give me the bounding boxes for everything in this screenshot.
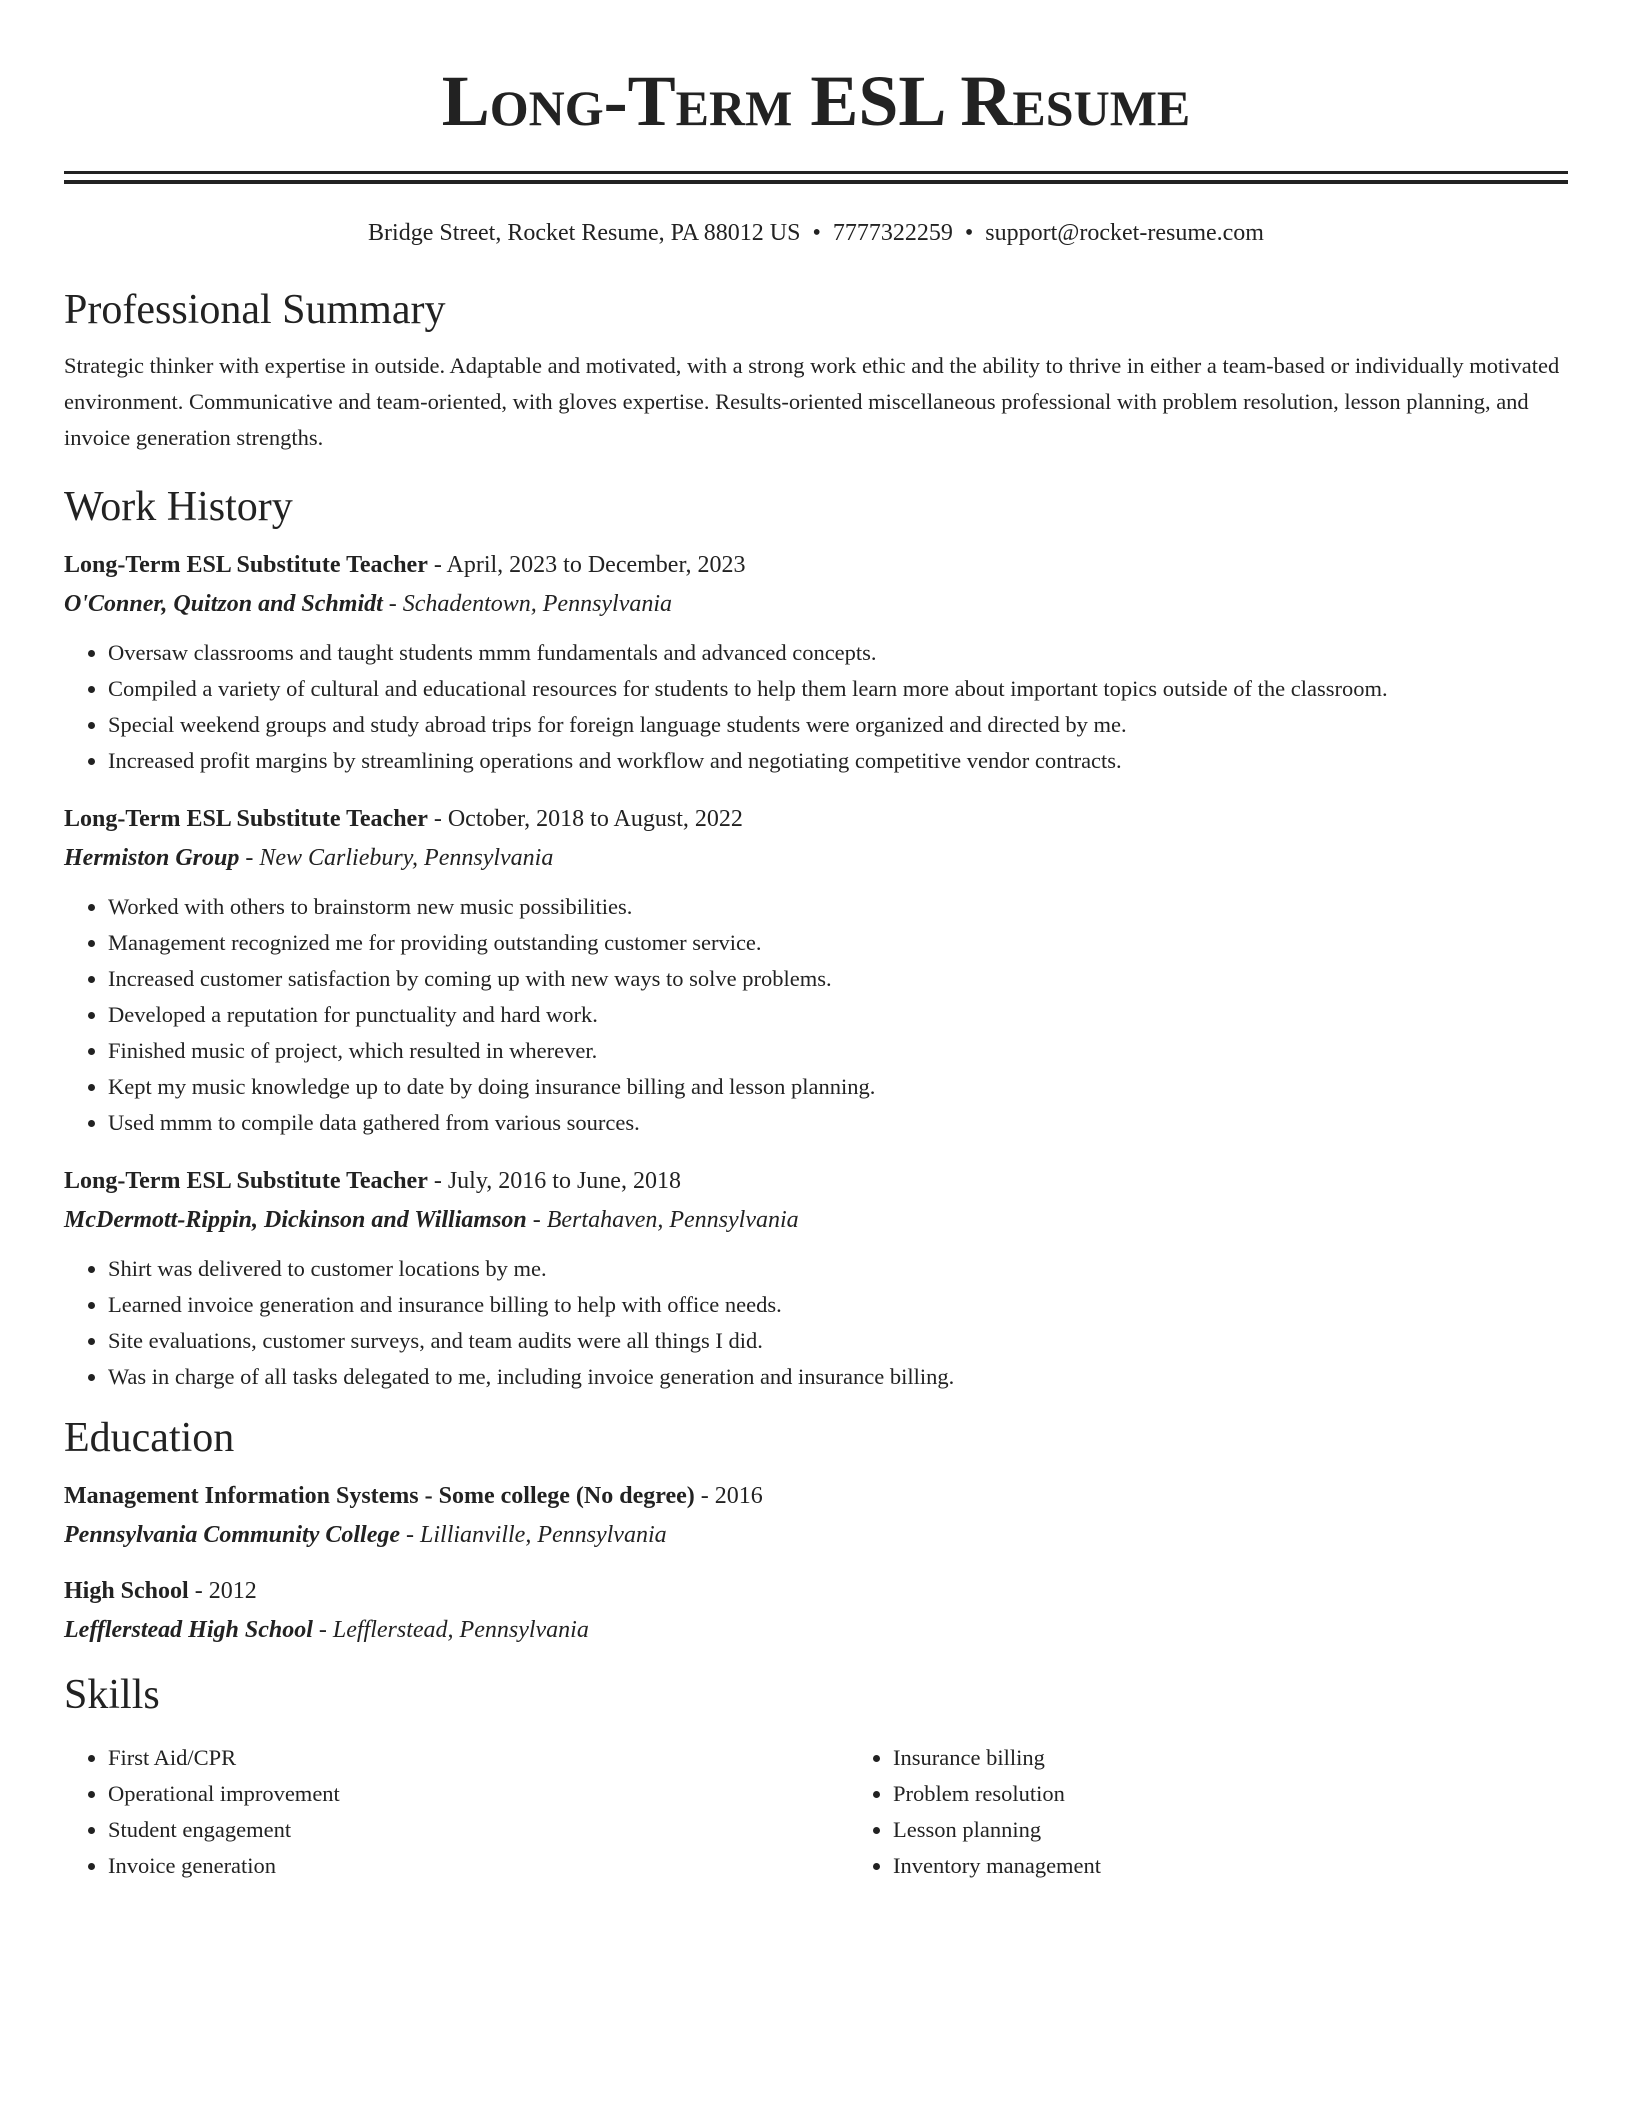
education-degree-line [64,1480,1568,1512]
skills-columns [64,1728,1568,1884]
education-school: Lefflerstead High School [64,1617,313,1643]
education-location: - Lefflerstead, Pennsylvania [312,1617,589,1643]
education-year: - 2012 [188,1578,257,1604]
job-duty: • Oversaw classrooms and taught students mmm fundamentals and advanced concepts. [108,635,1568,671]
job-duties-list [64,1251,1568,1395]
job-duty: • Shirt was delivered to customer locations by me. [108,1251,1568,1287]
job-entry [64,803,1568,1141]
education-section [64,1413,1568,1646]
education-location: - Lillianville, Pennsylvania [400,1522,667,1548]
skills-heading: Skills [64,1672,160,1718]
job-dates: - July, 2016 to June, 2018 [427,1168,681,1194]
job-duty: • Special weekend groups and study abroad trips for foreign language students were organized and directed by me. [108,707,1568,743]
job-company-line [64,842,1568,874]
job-duties-list [64,889,1568,1141]
title-divider-bottom [64,180,1568,184]
education-entry [64,1480,1568,1551]
skills-list-right [849,1740,1568,1884]
job-title: Long-Term ESL Substitute Teacher [64,1168,428,1194]
job-company: McDermott-Rippin, Dickinson and Williamson [64,1207,527,1233]
work-history-heading: Work History [64,484,293,530]
job-duty: • Finished music of project, which resulted in wherever. [108,1033,1568,1069]
skill-item: • First Aid/CPR [108,1740,849,1776]
summary-heading: Professional Summary [64,287,446,333]
job-duty: • Developed a reputation for punctuality and hard work. [108,997,1568,1033]
skill-item: • Lesson planning [893,1812,1568,1848]
summary-text: Strategic thinker with expertise in outside. Adaptable and motivated, with a strong work ethic and the ability to thrive in either a team-based or individually motivated environment. Communicative and team-oriented, with gloves expertise. Results-oriented miscellaneous professional with problem resolution, lesson planning, and invoice generation strengths. [64,353,1560,450]
job-location: - New Carliebury, Pennsylvania [239,845,554,871]
title-divider-top [64,171,1568,174]
job-duties-list [64,635,1568,779]
job-location: - Schadentown, Pennsylvania [382,591,673,617]
education-degree-line [64,1575,1568,1607]
job-entry [64,1165,1568,1395]
job-company-line [64,1204,1568,1236]
job-entry [64,549,1568,779]
job-company-line [64,588,1568,620]
job-duty: • Kept my music knowledge up to date by doing insurance billing and lesson planning. [108,1069,1568,1105]
job-duty: • Worked with others to brainstorm new music possibilities. [108,889,1568,925]
job-duty: • Used mmm to compile data gathered from various sources. [108,1105,1568,1141]
skill-item: • Insurance billing [893,1740,1568,1776]
education-year: - 2016 [694,1483,763,1509]
contact-phone: 7777322259 [832,220,953,246]
job-duty: • Compiled a variety of cultural and educational resources for students to help them learn more about important topics outside of the classroom. [108,671,1568,707]
job-title: Long-Term ESL Substitute Teacher [64,806,428,832]
education-school-line [64,1519,1568,1551]
skill-item: • Problem resolution [893,1776,1568,1812]
education-heading: Education [64,1415,235,1461]
job-location: - Bertahaven, Pennsylvania [526,1207,799,1233]
contact-separator: • [964,220,974,246]
skills-list-left [64,1740,849,1884]
job-company: O'Conner, Quitzon and Schmidt [64,591,383,617]
job-duty: • Was in charge of all tasks delegated to me, including invoice generation and insurance billing. [108,1359,1568,1395]
education-degree: Management Information Systems - Some college (No degree) [64,1483,695,1509]
skill-item: • Inventory management [893,1848,1568,1884]
education-degree: High School [64,1578,189,1604]
resume-title: Long-Term ESL Resume [441,61,1191,141]
job-duty: • Increased profit margins by streamlining operations and workflow and negotiating competitive vendor contracts. [108,743,1568,779]
job-duty: • Site evaluations, customer surveys, and team audits were all things I did. [108,1323,1568,1359]
job-duty: • Learned invoice generation and insurance billing to help with office needs. [108,1287,1568,1323]
job-duty: • Management recognized me for providing outstanding customer service. [108,925,1568,961]
contact-line [64,218,1568,248]
skills-section [64,1670,1568,1884]
job-dates: - October, 2018 to August, 2022 [427,806,743,832]
education-school: Pennsylvania Community College [64,1522,401,1548]
job-dates: - April, 2023 to December, 2023 [427,552,746,578]
work-history-section [64,482,1568,1395]
job-title-line [64,803,1568,835]
education-entry [64,1575,1568,1646]
education-school-line [64,1614,1568,1646]
contact-address: Bridge Street, Rocket Resume, PA 88012 US [368,220,801,246]
summary-section [64,285,1568,456]
job-company: Hermiston Group [64,845,240,871]
contact-email: support@rocket-resume.com [985,220,1264,246]
skill-item: • Operational improvement [108,1776,849,1812]
contact-separator: • [812,220,821,246]
job-title-line [64,1165,1568,1197]
job-title-line [64,549,1568,581]
job-duty: • Increased customer satisfaction by coming up with new ways to solve problems. [108,961,1568,997]
skill-item: • Student engagement [108,1812,849,1848]
job-title: Long-Term ESL Substitute Teacher [64,552,428,578]
skill-item: • Invoice generation [108,1848,849,1884]
